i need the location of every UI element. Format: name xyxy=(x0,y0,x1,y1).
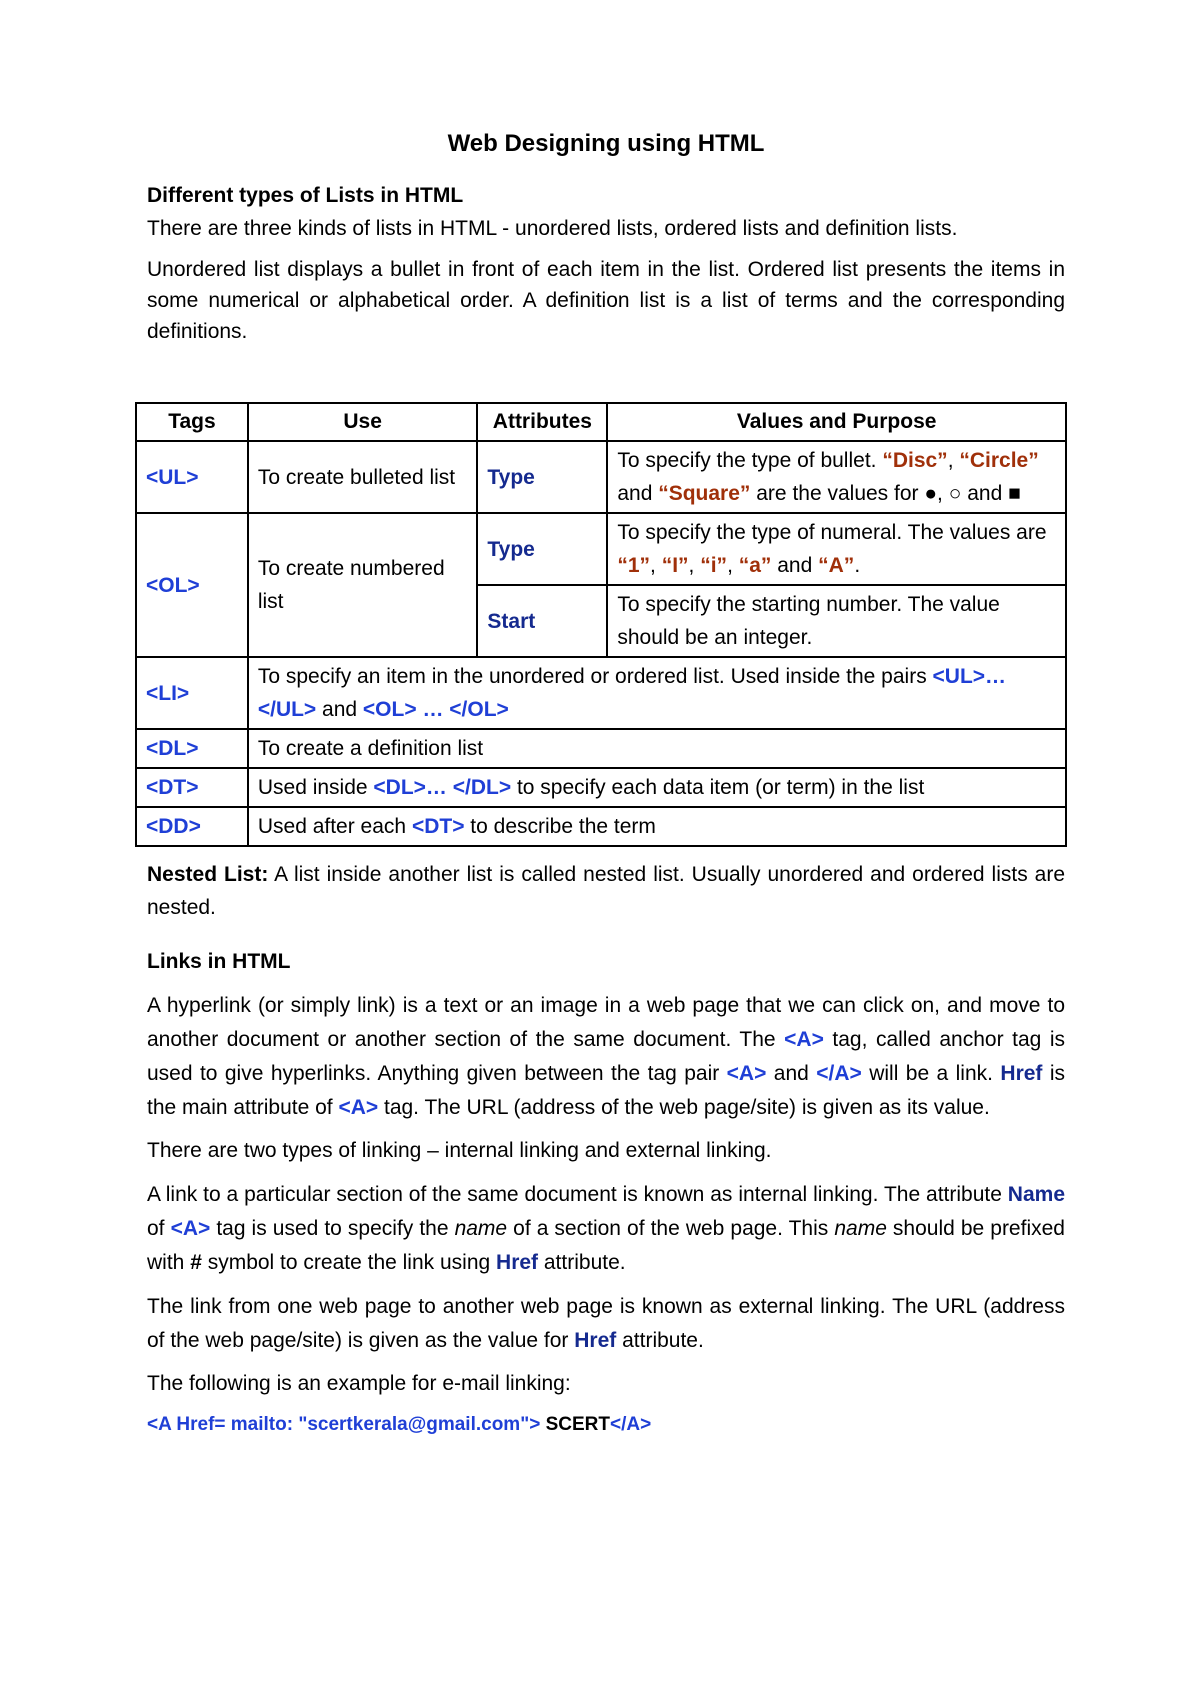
use-dd: Used after each <DT> to describe the term xyxy=(248,807,1066,846)
table-row-dt xyxy=(136,768,1066,807)
header-use: Use xyxy=(248,403,478,441)
table-row-ul xyxy=(136,441,1066,513)
attr-ol-type: Type xyxy=(477,513,607,585)
links-section xyxy=(147,946,1065,1440)
header-tags: Tags xyxy=(136,403,248,441)
use-dl: To create a definition list xyxy=(248,729,1066,768)
links-heading: Links in HTML xyxy=(147,950,291,973)
tag-dl: <DL> xyxy=(136,729,248,768)
attr-ul-type: Type xyxy=(477,441,607,513)
table-row-li xyxy=(136,657,1066,729)
tag-ol: <OL> xyxy=(136,513,248,657)
tag-ul: <UL> xyxy=(136,441,248,513)
table-row-ol-type xyxy=(136,513,1066,585)
example-open-tag: <A Href= mailto: "scertkerala@gmail.com"> xyxy=(147,1414,541,1435)
lists-section xyxy=(147,180,1065,347)
use-dt: Used inside <DL>… </DL> to specify each data item (or term) in the list xyxy=(248,768,1066,807)
table-header-row xyxy=(136,403,1066,441)
nested-list-label: Nested List: xyxy=(147,863,269,886)
use-ol: To create numbered list xyxy=(248,513,478,657)
links-paragraph-4: The link from one web page to another web page is known as external linking. The URL (address of the web page/site) is given as the value for Href attribute. xyxy=(147,1295,1065,1352)
attr-ol-start: Start xyxy=(477,585,607,657)
use-ul: To create bulleted list xyxy=(248,441,478,513)
page-title: Web Designing using HTML xyxy=(447,130,765,157)
purpose-ul: To specify the type of bullet. “Disc”, “Circle” and “Square” are the values for ●, ○ and ■ xyxy=(607,441,1066,513)
lists-heading: Different types of Lists in HTML xyxy=(147,184,464,207)
nested-list-paragraph: Nested List: A list inside another list is called nested list. Usually unordered and ordered lists are nested. xyxy=(147,863,1066,919)
links-paragraph-3: A link to a particular section of the same document is known as internal linking. The attribute Name of <A> tag is used to specify the name of a section of the web page. This name should be prefixed with # symbol to create the link using Href attribute. xyxy=(147,1183,1065,1274)
links-paragraph-1: A hyperlink (or simply link) is a text or an image in a web page that we can click on, and move to another document or another section of the same document. The <A> tag, called anchor tag is used to give hyperlinks. Anything given between the tag pair <A> and </A> will be a link. Href is the main attribute of <A> tag. The URL (address of the web page/site) is given as its value. xyxy=(147,994,1066,1119)
list-tags-table xyxy=(135,402,1067,847)
purpose-ol-type: To specify the type of numeral. The values are “1”, “I”, “i”, “a” and “A”. xyxy=(607,513,1066,585)
tag-dd: <DD> xyxy=(136,807,248,846)
header-values-purpose: Values and Purpose xyxy=(607,403,1066,441)
tag-li: <LI> xyxy=(136,657,248,729)
header-attributes: Attributes xyxy=(477,403,607,441)
links-paragraph-2: There are two types of linking – internal linking and external linking. xyxy=(147,1139,772,1162)
table-row-dl xyxy=(136,729,1066,768)
purpose-ol-start: To specify the starting number. The value should be an integer. xyxy=(607,585,1066,657)
nested-list-section xyxy=(147,858,1065,924)
example-link-text: SCERT xyxy=(540,1414,610,1435)
use-li: To specify an item in the unordered or ordered list. Used inside the pairs <UL>…</UL> and <OL> … </OL> xyxy=(248,657,1066,729)
links-paragraph-5: The following is an example for e-mail linking: xyxy=(147,1372,571,1395)
lists-intro: There are three kinds of lists in HTML - unordered lists, ordered lists and definition lists. xyxy=(147,217,958,240)
tag-dt: <DT> xyxy=(136,768,248,807)
table-row-dd xyxy=(136,807,1066,846)
example-close-tag: </A> xyxy=(610,1414,652,1435)
email-link-example xyxy=(147,1409,1065,1440)
lists-description: Unordered list displays a bullet in front of each item in the list. Ordered list presents the items in some numerical or alphabetical order. A definition list is a list of terms and the corresponding definitions. xyxy=(147,258,1065,343)
